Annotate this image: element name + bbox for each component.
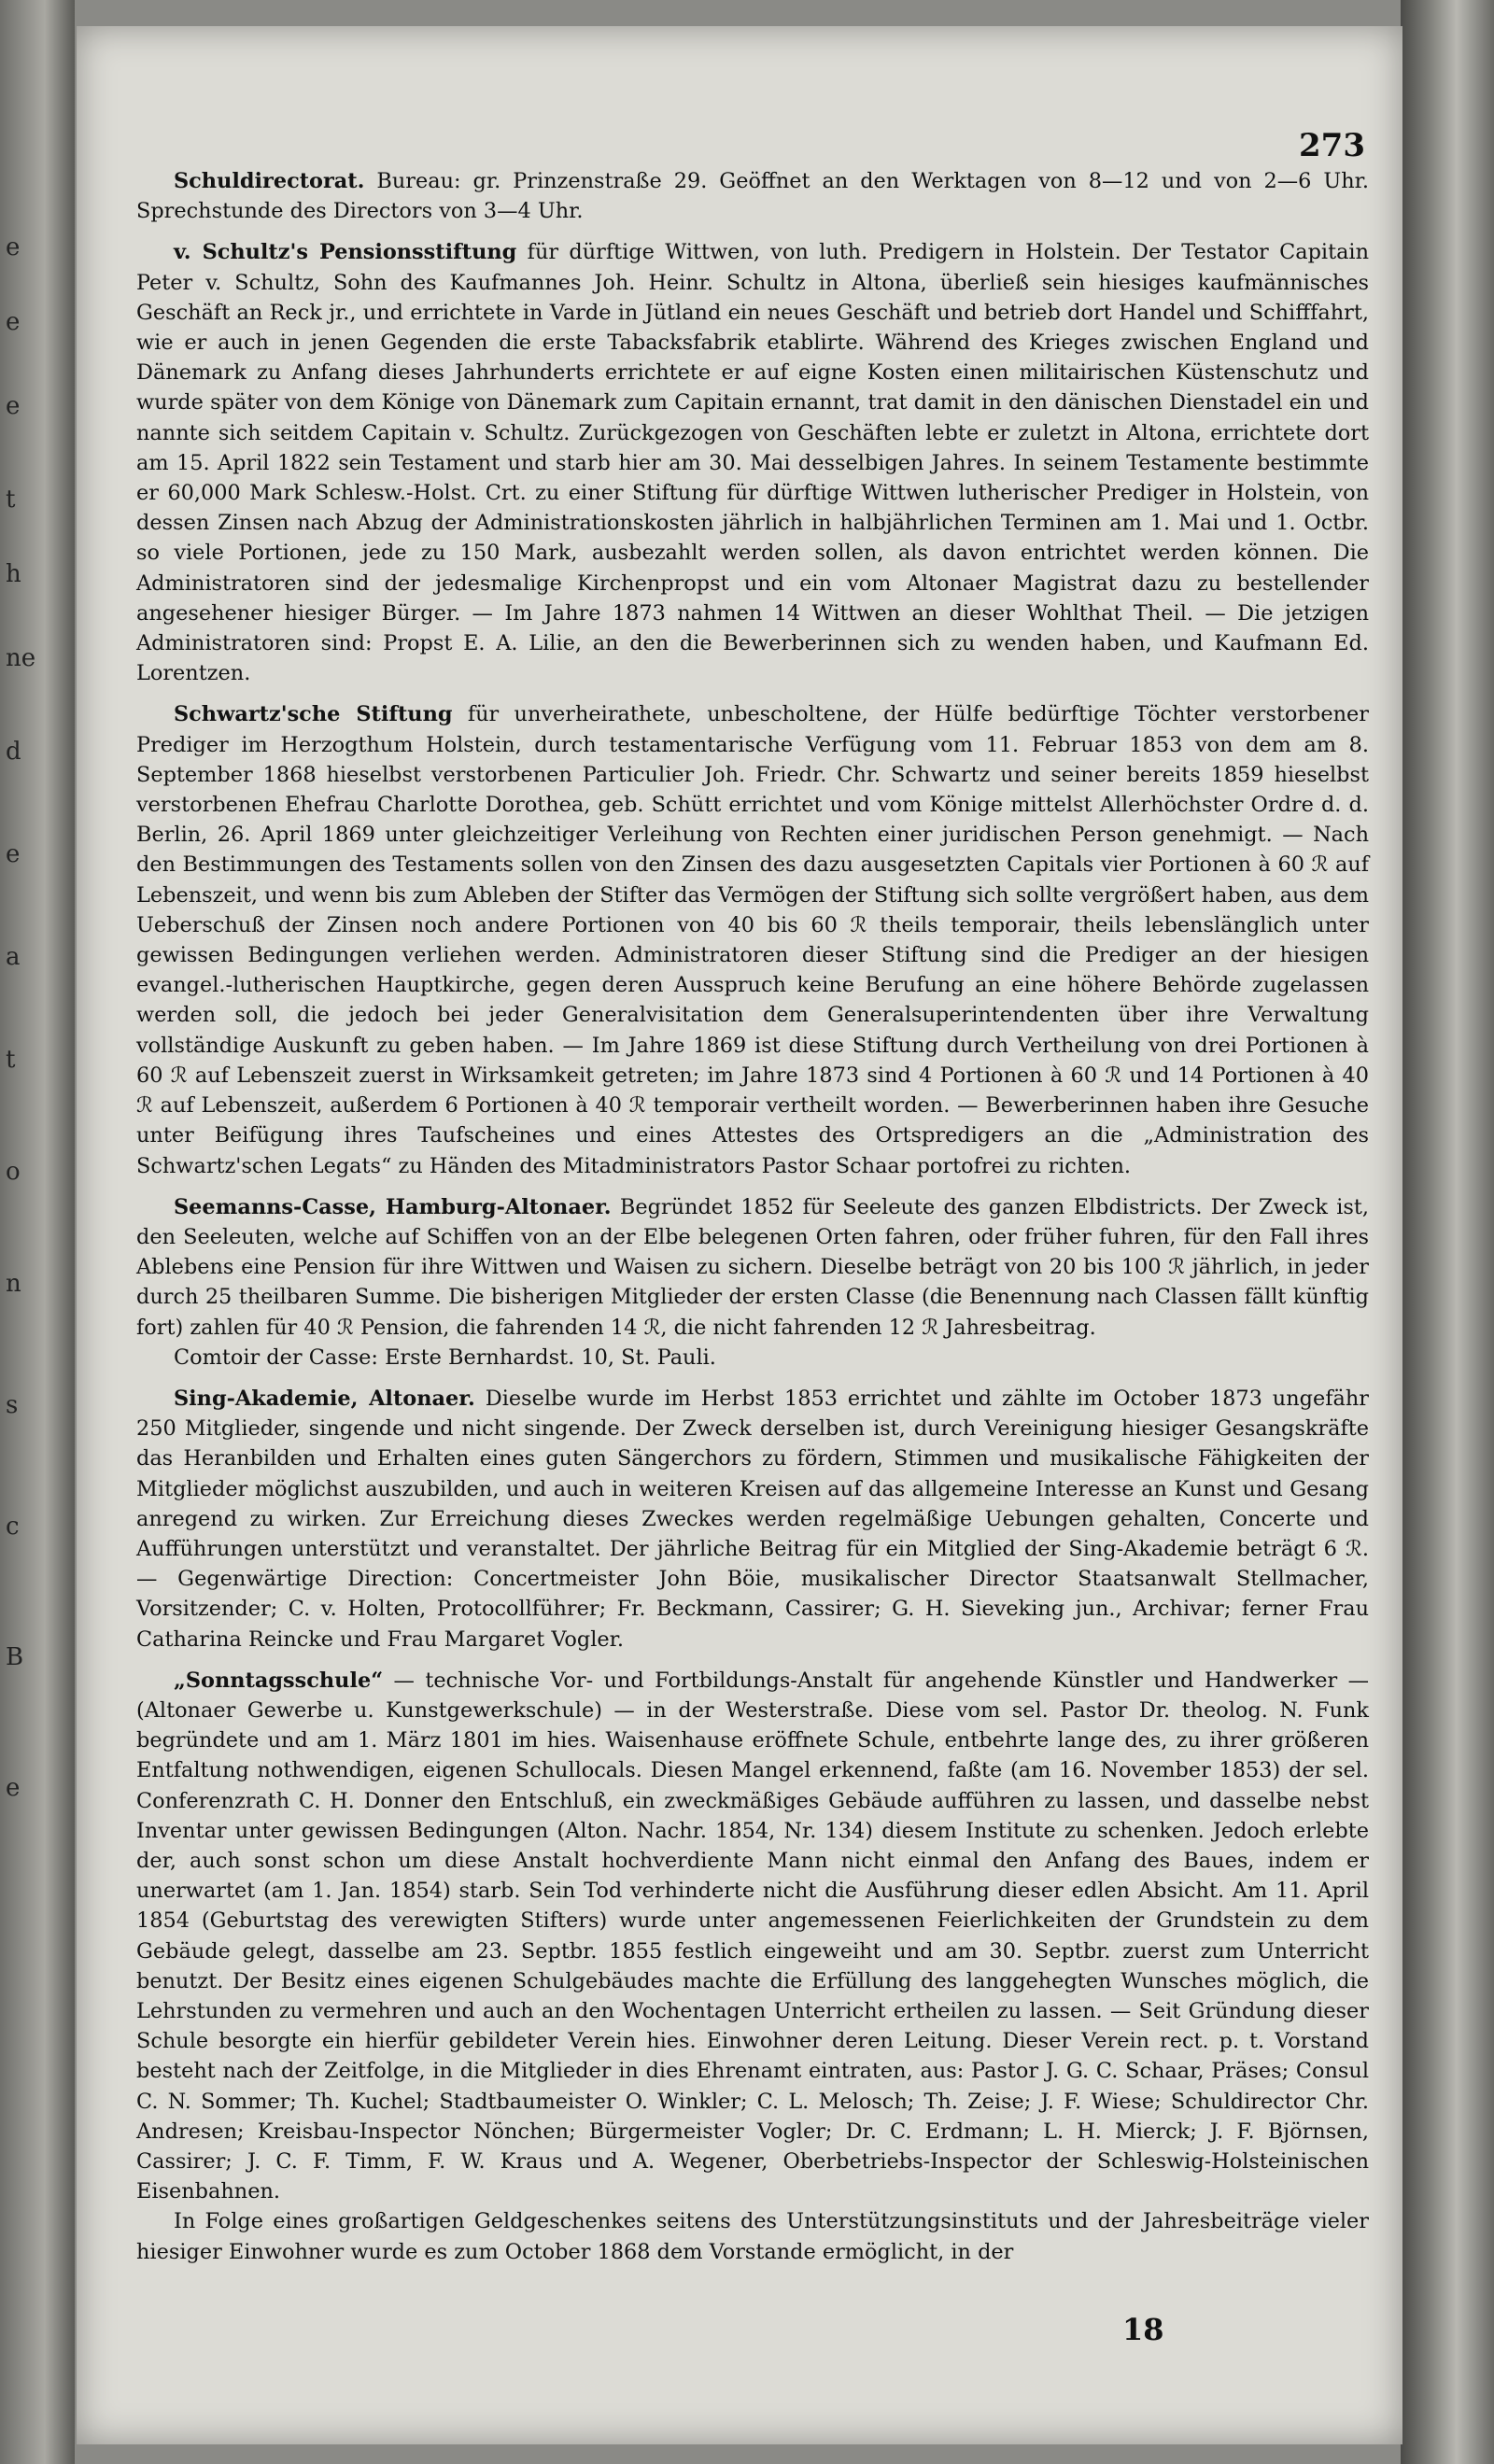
margin-glyph: t bbox=[6, 486, 16, 514]
margin-glyph: o bbox=[6, 1158, 21, 1186]
margin-glyph: e bbox=[6, 392, 21, 420]
entry-body: Bureau: gr. Prinzenstraße 29. Geöffnet an den Werktagen von 8—12 und von 2—6 Uhr. Sprechstunde des Directors von 3—4 Uhr. bbox=[136, 169, 1370, 224]
margin-glyph: n bbox=[6, 1270, 21, 1298]
margin-glyph: ne bbox=[6, 644, 36, 672]
page-number: 273 bbox=[1299, 127, 1365, 164]
entry-schultz-pensionsstiftung bbox=[136, 237, 1369, 688]
entry-title: Seemanns-Casse, Hamburg-Altonaer. bbox=[174, 1194, 612, 1219]
entry-body: für dürftige Wittwen, von luth. Predigern in Holstein. Der Testator Capitain Peter v. Schultz, Sohn des Kaufmannes Joh. Heinr. Schultz in Altona, überließ sein hiesiges kaufmännisches Geschäft an Reck jr., und errichtete in Varde in Jütland ein neues Geschäft und betrieb dort Handel und Schifffahrt, wie er auch in jenen Gegenden die erste Tabacksfabrik etablirte. Während des Krieges zwischen England und Dänemark zu Anfang dieses Jahrhunderts errichtete er auf eigne Kosten einen militairischen Küstenschutz und wurde später von dem Könige von Dänemark zum Capitain ernannt, trat damit in den dänischen Dienstadel ein und nannte sich seitdem Capitain v. Schultz. Zurückgezogen von Geschäften lebte er zuletzt in Altona, errichtete dort am 15. April 1822 sein Testament und starb hier am 30. Mai desselbigen Jahres. In seinem Testamente bestimmte er 60,000 Mark Schlesw.-Holst. Crt. zu einer Stiftung für dürftige Wittwen lutherischer Prediger in Holstein, von dessen Zinsen nach Abzug der Administrationskosten jährlich in halbjährlichen Terminen am 1. Mai und 1. Octbr. so viele Portionen, jede zu 150 Mark, ausbezahlt werden sollen, als davon entrichtet werden können. Die Administratoren sind der jedesmalige Kirchenpropst und ein vom Altonaer Magistrat dazu zu bestellender angesehener hiesiger Bürger. — Im Jahre 1873 nahmen 14 Wittwen an dieser Wohlthat Theil. — Die jetzigen Administratoren sind: Propst E. A. Lilie, an den die Bewerberinnen sich zu wenden haben, und Kaufmann Ed. Lorentzen. bbox=[136, 240, 1369, 686]
entry-schuldirectorat bbox=[136, 166, 1369, 226]
entry-sonntagsschule bbox=[136, 1666, 1369, 2267]
entry-title: Sing-Akademie, Altonaer. bbox=[174, 1386, 475, 1411]
margin-glyph: e bbox=[6, 308, 21, 336]
margin-glyph: d bbox=[6, 738, 21, 766]
margin-glyph: s bbox=[6, 1391, 19, 1419]
entry-extra: In Folge eines großartigen Geldgeschenkes seitens des Unterstützungsinstituts und der Jahresbeiträge vieler hiesiger Einwohner wurde es zum October 1868 dem Vorstande ermöglicht, in der bbox=[136, 2209, 1369, 2264]
entry-title: v. Schultz's Pensionsstiftung bbox=[174, 240, 517, 265]
entry-body: Begründet 1852 für Seeleute des ganzen Elbdistricts. Der Zweck ist, den Seeleuten, welche auf Schiffen von an der Elbe belegenen Orten fahren, oder früher fuhren, für den Fall ihres Ablebens eine Pension für ihre Wittwen und Waisen zu sichern. Dieselbe beträgt von 20 bis 100 ℛ jährlich, in jeder durch 25 theilbaren Summe. Die bisherigen Mitglieder der ersten Classe (die Benennung nach Classen fällt künftig fort) zahlen für 40 ℛ Pension, die fahrenden 14 ℛ, die nicht fahrenden 12 ℛ Jahresbeitrag. bbox=[136, 1194, 1370, 1340]
entry-title: Schuldirectorat. bbox=[174, 169, 365, 193]
page-content bbox=[136, 166, 1369, 2278]
entry-sing-akademie bbox=[136, 1384, 1369, 1654]
entry-body: — technische Vor- und Fortbildungs-Anstalt für angehende Künstler und Handwerker — (Altonaer Gewerbe u. Kunstgewerkschule) — in der Westerstraße. Diese vom sel. Pastor Dr. theolog. N. Funk begründete und am 1. März 1801 im hies. Waisenhause eröffnete Schule, entbehrte lange des, zu ihrer größeren Entfaltung nothwendigen, eigenen Schullocals. Diesen Mangel erkennend, faßte (am 16. November 1853) der sel. Conferenzrath C. H. Donner den Entschluß, ein zweckmäßiges Gebäude aufführen zu lassen, und dasselbe nebst Inventar unter gewissen Bedingungen (Alton. Nachr. 1854, Nr. 134) diesem Institute zu schenken. Jedoch erlebte der, auch sonst schon um diese Anstalt hochverdiente Mann nicht einmal den Anfang des Baues, indem er unerwartet (am 1. Jan. 1854) starb. Sein Tod verhinderte nicht die Ausführung dieser edlen Absicht. Am 11. April 1854 (Geburtstag des verewigten Stifters) wurde unter angemessenen Feierlichkeiten der Grundstein zu dem Gebäude gelegt, dasselbe am 23. Septbr. 1855 festlich eingeweiht und am 30. Septbr. zuerst zum Unterricht benutzt. Der Besitz eines eigenen Schulgebäudes machte die Erfüllung des langgehegten Wunsches möglich, die Lehrstunden zu vermehren und auch an den Wochentagen Unterricht ertheilen zu lassen. — Seit Gründung dieser Schule besorgte ein hierfür gebildeter Verein hies. Einwohner deren Leitung. Dieser Verein rect. p. t. Vorstand besteht nach der Zeitfolge, in die Mitglieder in dies Ehrenamt eintraten, aus: Pastor J. G. C. Schaar, Präses; Consul C. N. Sommer; Th. Kuchel; Stadtbaumeister O. Winkler; C. L. Melosch; Th. Zeise; J. F. Wiese; Schuldirector Chr. Andresen; Kreisbau-Inspector Nönchen; Bürgermeister Vogler; Dr. C. Erdmann; L. H. Mierck; J. F. Björnsen, Cassirer; J. C. F. Timm, F. W. Kraus und A. Wegener, Oberbetriebs-Inspector der Schleswig-Holsteinischen Eisenbahnen. bbox=[136, 1668, 1369, 2204]
entry-title: Schwartz'sche Stiftung bbox=[174, 702, 453, 727]
entry-extra: Comtoir der Casse: Erste Bernhardst. 10, St. Pauli. bbox=[174, 1345, 716, 1370]
margin-glyph: h bbox=[6, 560, 21, 588]
entry-body: Dieselbe wurde im Herbst 1853 errichtet und zählte im October 1873 ungefähr 250 Mitglieder, singende und nicht singende. Der Zweck derselben ist, durch Vereinigung hiesiger Gesangskräfte das Heranbilden und Erhalten eines guten Sängerchors zu fördern, Stimmen und musikalische Fähigkeiten der Mitglieder möglichst auszubilden, und auch in weiteren Kreisen auf das allgemeine Interesse an Kunst und Gesang anregend zu wirken. Zur Erreichung dieses Zweckes werden regelmäßige Uebungen gehalten, Concerte und Aufführungen unterstützt und veranstaltet. Der jährliche Beitrag für ein Mitglied der Sing-Akademie beträgt 6 ℛ. — Gegenwärtige Direction: Concertmeister John Böie, musikalischer Director Staatsanwalt Stellmacher, Vorsitzender; C. v. Holten, Protocollführer; Fr. Beckmann, Cassirer; G. H. Sieveking jun., Archivar; ferner Frau Catharina Reincke und Frau Margaret Vogler. bbox=[136, 1386, 1369, 1652]
entry-schwartz-stiftung bbox=[136, 699, 1369, 1180]
adjacent-page-edge bbox=[0, 0, 75, 2464]
entry-title: „Sonntagsschule“ bbox=[174, 1668, 384, 1693]
margin-glyph: e bbox=[6, 840, 21, 868]
signature-mark: 18 bbox=[1122, 2312, 1164, 2347]
margin-glyph: B bbox=[6, 1643, 24, 1671]
entry-seemanns-casse bbox=[136, 1192, 1369, 1373]
book-fore-edge bbox=[1401, 0, 1494, 2464]
margin-glyph: e bbox=[6, 1774, 21, 1802]
margin-glyph: c bbox=[6, 1513, 20, 1541]
margin-glyph: t bbox=[6, 1046, 16, 1074]
entry-body: für unverheirathete, unbescholtene, der Hülfe bedürftige Töchter verstorbener Prediger im Herzogthum Holstein, durch testamentarische Verfügung vom 11. Februar 1853 von dem am 8. September 1868 hieselbst verstorbenen Particulier Joh. Friedr. Chr. Schwartz und seiner bereits 1859 hieselbst verstorbenen Ehefrau Charlotte Dorothea, geb. Schütt errichtet und vom Könige mittelst Allerhöchster Ordre d. d. Berlin, 26. April 1869 unter gleichzeitiger Verleihung von Rechten einer juridischen Person genehmigt. — Nach den Bestimmungen des Testaments sollen von den Zinsen des dazu ausgesetzten Capitals vier Portionen à 60 ℛ auf Lebenszeit, und wenn bis zum Ableben der Stifter das Vermögen der Stiftung sich sollte vergrößert haben, aus dem Ueberschuß der Zinsen noch andere Portionen von 40 bis 60 ℛ theils temporair, theils lebenslänglich unter gewissen Bedingungen verliehen werden. Administratoren dieser Stiftung sind die Prediger an der hiesigen evangel.-lutherischen Hauptkirche, gegen deren Ausspruch keine Berufung an eine höhere Behörde zugelassen werden soll, die jedoch bei jeder Generalvisitation dem Generalsuperintendenten über ihre Verwaltung vollständige Auskunft zu geben haben. — Im Jahre 1869 ist diese Stiftung durch Vertheilung von drei Portionen à 60 ℛ auf Lebenszeit zuerst in Wirksamkeit getreten; im Jahre 1873 sind 4 Portionen à 60 ℛ und 14 Portionen à 40 ℛ auf Lebenszeit, außerdem 6 Portionen à 40 ℛ temporair vertheilt worden. — Bewerberinnen haben ihre Gesuche unter Beifügung ihres Taufscheines und eines Attestes des Ortspredigers an die „Administration des Schwartz'schen Legats“ zu Händen des Mitadministrators Pastor Schaar portofrei zu richten. bbox=[136, 702, 1369, 1178]
margin-glyph: e bbox=[6, 233, 21, 261]
book-page bbox=[77, 26, 1402, 2444]
margin-glyph: a bbox=[6, 943, 21, 971]
